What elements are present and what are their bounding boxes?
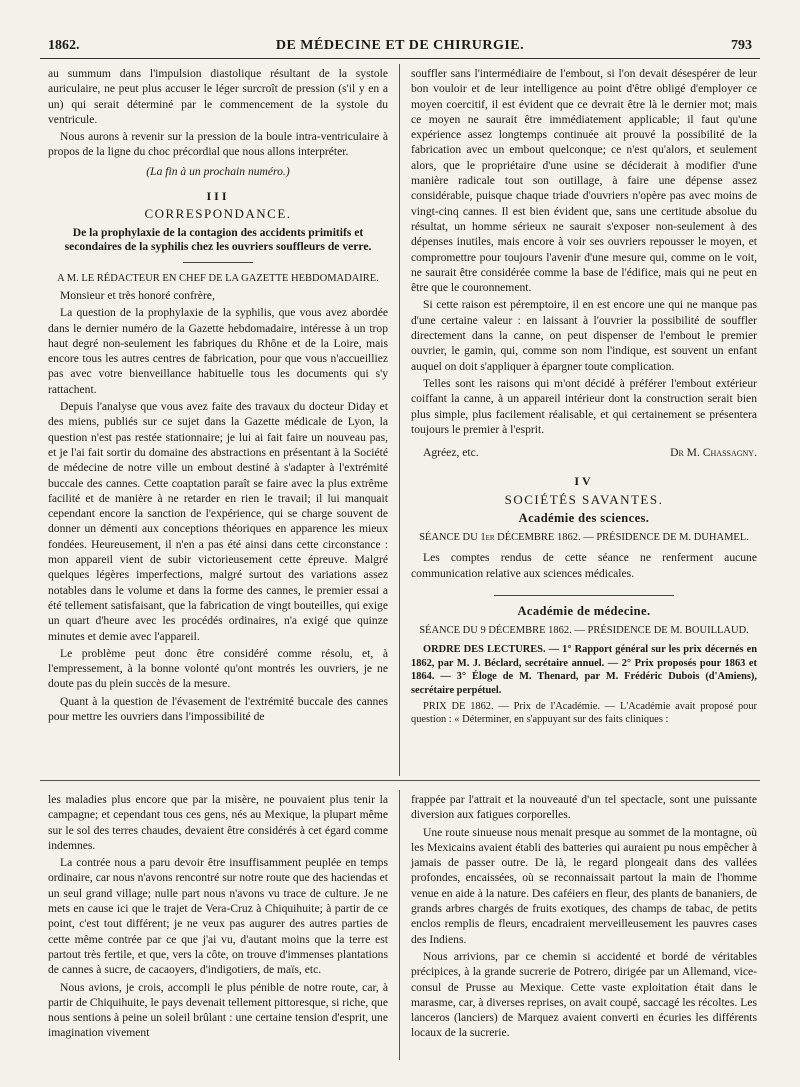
- academy-heading: Académie de médecine.: [517, 603, 651, 618]
- column-divider-bottom: [399, 790, 400, 1060]
- column-bottom-left: [48, 792, 388, 1043]
- letter-salutation: Monsieur et très honoré confrère,: [60, 288, 215, 302]
- header-title: DE MÉDECINE ET DE CHIRURGIE.: [275, 38, 525, 53]
- paragraph: Les comptes rendus de cette séance ne renferment aucune communication relative aux sciences médicales.: [411, 551, 757, 580]
- paragraph: souffler sans l'intermédiaire de l'embout, si l'on devait désespérer de leur bon vouloir et de leur intelligence au point d'être obligé d'employer ce moyen coercitif, il est évident que ce devrait être là le dernier mot; mais ce moyen ne saurait être immédiatement applicable; il faut qu'une expérience assez longtemps continuée ait prouvé la possibilité de la fabrication avec un embout quelconque; ce n'est qu'alors, et seulement alors, que le propriétaire d'une usine se déciderait à modifier d'une manière radicale tout son outillage, à faire une dépense assez considérable, puisque chaque triade d'ouvriers n'opère pas avec moins de vingt-cinq cannes. Il est bien évident que, sans une certitude absolue du résultat, un homme sérieux ne saurait s'exposer non-seulement à des dépenses inutiles, mais encore à voir ses ouvriers repousser le moyen, et compromettre pour toujours l'avenir d'une mesure qui, comme on le voit, ne saurait être considérée comme la base de l'édifice, mais qui ne peut en être que le couronnement.: [411, 67, 757, 295]
- paragraph: Quant à la question de l'évasement de l'extrémité buccale des cannes pour mettre les ouvriers dans l'impossibilité de: [48, 694, 388, 723]
- column-top-left: [48, 66, 388, 726]
- section-title: SOCIÉTÉS SAVANTES.: [504, 491, 664, 507]
- paragraph: les maladies plus encore que par la misère, ne pouvaient plus tenir la campagne; et cependant tous ces gens, nés au Mexique, la plupart même sur le sol des terres chaudes, devaient être considérés à cet égard comme indemnes.: [48, 793, 388, 852]
- paragraph: La question de la prophylaxie de la syphilis, que vous avez abordée dans le dernier numéro de la Gazette hebdomadaire, intéresse à un trop haut degré non-seulement les fabriques du Rhône et de la Loire, mais encore tous les autres centres de fabrication, pour que vous n'accueilliez pas avec votre bienveillance habituelle tous les documents qui s'y rattachent.: [48, 306, 388, 396]
- page-header: [40, 34, 760, 59]
- letter-address: A M. LE RÉDACTEUR EN CHEF DE LA GAZETTE HEBDOMADAIRE.: [57, 272, 379, 284]
- column-divider-top: [399, 64, 400, 776]
- continuation-note: (La fin à un prochain numéro.): [146, 164, 290, 178]
- page-number: 793: [731, 38, 752, 53]
- paragraph: Une route sinueuse nous menait presque au sommet de la montagne, où les Mexicains avaient établi des batteries qui auraient pu nous empêcher à jamais de passer outre. De là, le regard plongeait dans des vallées profondes, encaissées, où se reconnaissait partout la main de l'homme venue en aide à la nature. Des caféiers en fleur, des plants de bananiers, de grands arbres chargés de fruits exotiques, des champs de tabac, de petits enclos remplis de fleurs, encadraient merveilleusement les pauvres cases des Indiens.: [411, 825, 757, 946]
- paragraph: Nous aurons à revenir sur la pression de la boule intra-ventriculaire à propos de la ligne du choc précordial que nous allons interpréter.: [48, 130, 388, 159]
- paragraph: Nous avions, je crois, accompli le plus pénible de notre route, car, à partir de Chiquihuite, le pays devenait tellement pittoresque, si riche, que nous sentions à peine un soleil brûlant : une certaine tension d'esprit, une imagination vivement: [48, 980, 388, 1040]
- section-number: IV: [574, 474, 594, 489]
- academy-heading: Académie des sciences.: [518, 511, 650, 526]
- header-year: 1862.: [48, 38, 80, 53]
- column-top-right: [411, 66, 757, 729]
- letter-closing: [411, 445, 757, 460]
- prize-paragraph: PRIX DE 1862. — Prix de l'Académie. — L'Académie avait proposé pour question : « Déterminer, en s'appuyant sur des faits cliniques :: [411, 700, 757, 726]
- session-line: SÉANCE DU 9 DÉCEMBRE 1862. — PRÉSIDENCE DE M. BOUILLAUD.: [419, 624, 749, 636]
- closing-formula: Agréez, etc.: [423, 446, 479, 460]
- session-line: SÉANCE DU 1er DÉCEMBRE 1862. — PRÉSIDENCE DE M. DUHAMEL.: [419, 532, 749, 544]
- short-divider: [494, 595, 674, 596]
- paragraph: au summum dans l'impulsion diastolique résultant de la systole auriculaire, ne peut plus accuser le léger surcroît de pression (s'il y en a un) qui serait déterminé par le commencement de la systole du ventricule.: [48, 67, 388, 126]
- paragraph: Depuis l'analyse que vous avez faite des travaux du docteur Diday et des miens, publiés sur ce sujet dans la Gazette médicale de Lyon, la question n'est pas restée stationnaire; je lui ai fait faire un nouveau pas, et je l'ai fait sortir du domaine des abstractions en présentant à la Société de médecine de notre ville un embout destiné à s'adapter à l'extrémité buccale des cannes. Cette coaptation paraît se faire avec la plus extrême facilité et de manière à ne retarder en rien le travail; il lui manquait cependant encore la sanction de l'expérience, qui se charge souvent de donner un démenti aux conceptions théoriques en apparence les mieux fondées. Heureusement, il n'en a pas été ainsi dans cette circonstance : mon appareil vient de subir victorieusement cette épreuve. Malgré quelques légères imperfections, malgré surtout des variations assez notables dans le volume et dans la forme des cannes, le premier essai a été tellement satisfaisant, que la fabrication de vingt bouteilles, qui exige un quart d'heure avec les procédés ordinaires, n'a exigé que quinze minutes et demie avec l'appareil.: [48, 400, 388, 643]
- paragraph: Telles sont les raisons qui m'ont décidé à préférer l'embout extérieur coiffant la canne, à un appareil intérieur dont la construction serait bien plus simple, plus facilement réalisable, et qui certainement se présentera toujours le premier à l'esprit.: [411, 376, 757, 436]
- section-number: III: [206, 189, 230, 204]
- signature: Dr M. Chassagny.: [670, 446, 757, 460]
- short-divider: [183, 262, 253, 263]
- paragraph: frappée par l'attrait et la nouveauté d'un tel spectacle, sont une puissante diversion aux fatigues corporelles.: [411, 793, 757, 822]
- reading-order: ORDRE DES LECTURES. — 1° Rapport général sur les prix décernés en 1862, par M. J. Béclard, secrétaire annuel. — 2° Prix proposés pour 1863 et 1864. — 3° Éloge de M. Thenard, par M. Frédéric Dubois (d'Amiens), secrétaire perpétuel.: [411, 644, 757, 696]
- section-title: CORRESPONDANCE.: [144, 206, 292, 222]
- paragraph: Nous arrivions, par ce chemin si accidenté et bordé de véritables précipices, à la grande sucrerie de Potrero, dirigée par un Allemand, vice-consul de Prusse au Mexique. Cette vaste exploitation était dans le marasme, car, à diverses reprises, on avait coupé, saccagé les récoltes. Les lanceros (lanciers) de Marquez avaient converti en écuries les différents locaux de la sucrerie.: [411, 949, 757, 1040]
- article-title: De la prophylaxie de la contagion des accidents primitifs et secondaires de la syphilis chez les ouvriers souffleurs de verre.: [64, 225, 372, 253]
- paragraph: Si cette raison est péremptoire, il en est encore une qui ne manque pas d'une certaine valeur : en laissant à l'ouvrier la possibilité de souffler directement dans la canne, on peut dispenser de l'embout le premier ouvrier, le gamin, qui, comme son nom l'indique, est souvent un enfant auquel on doit s'appliquer à épargner toute complication.: [411, 298, 757, 373]
- column-bottom-right: [411, 792, 757, 1043]
- paragraph: Le problème peut donc être considéré comme résolu, et, à l'empressement, à la bonne volonté qu'ont montrés les ouvriers, je ne doute pas du plein succès de la mesure.: [48, 646, 388, 691]
- section-divider: [40, 780, 760, 781]
- paragraph: La contrée nous a paru devoir être insuffisamment peuplée en temps ordinaire, car nous n'avons rencontré sur notre route que des haciendas et un seul grand village; nulle part nous n'avons vu trace de culture. Je ne mets en cause ici que le trajet de Vera-Cruz à Chiquihuite; à partir de ce point, c'est tout différent; je ne veux pas augurer des autres parties de cette même contrée par ce que j'ai vu, d'autant moins que la terre est partout très fertile, et que, vers la côte, on trouve d'immenses plantations de cannes à sucre, de cacaoyers, d'indigotiers, de maïs, etc.: [48, 856, 388, 977]
